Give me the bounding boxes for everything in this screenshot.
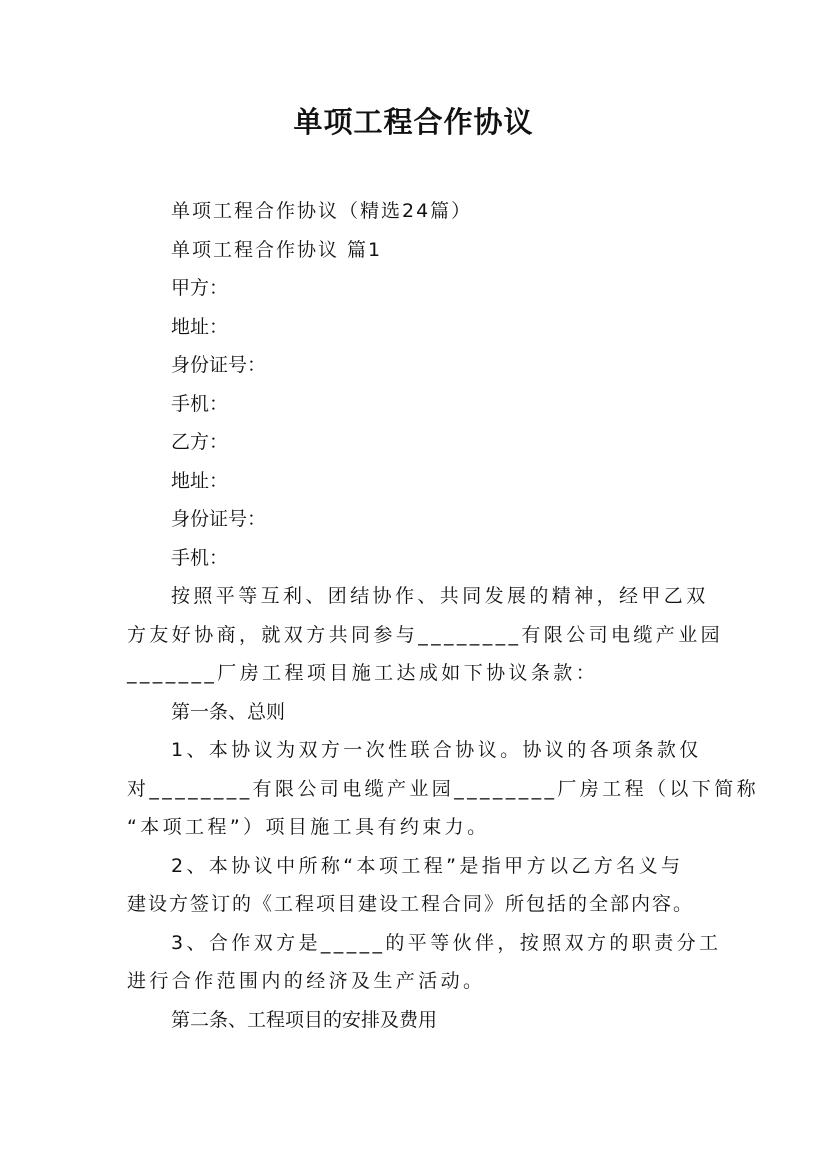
party-b-id-label: 身份证号：	[171, 508, 267, 530]
section-heading: 第二条、工程项目的安排及费用	[171, 1008, 438, 1031]
preamble-line: _______厂房工程项目施工达成如下协议条款：	[127, 662, 599, 684]
party-a-address-label: 地址：	[171, 315, 229, 338]
clause-line: 建设方签订的《工程项目建设工程合同》所包括的全部内容。	[127, 893, 695, 915]
party-b-address-label: 地址：	[171, 469, 229, 492]
document-title: 单项工程合作协议	[293, 105, 534, 139]
clause-line: 对________有限公司电缆产业园________厂房工程（以下简称	[127, 777, 760, 800]
clause-line: 1、本协议为双方一次性联合协议。协议的各项条款仅	[171, 739, 702, 761]
party-a-label: 甲方：	[171, 277, 229, 299]
section-heading: 第一条、总则	[171, 700, 286, 723]
clause-line: 进行合作范围内的经济及生产活动。	[127, 970, 486, 992]
clause-line: “本项工程”）项目施工具有约束力。	[127, 816, 490, 838]
document-body	[127, 192, 760, 1039]
party-b-phone-label: 手机：	[171, 546, 229, 569]
party-a-id-label: 身份证号：	[171, 354, 267, 376]
clause-line: 3、合作双方是_____的平等伙伴，按照双方的职责分工	[171, 931, 722, 954]
party-b-label: 乙方：	[171, 431, 229, 453]
article-heading: 单项工程合作协议 篇1	[171, 238, 383, 261]
collection-heading: 单项工程合作协议（精选24篇）	[171, 200, 473, 222]
preamble-line: 按照平等互利、团结协作、共同发展的精神，经甲乙双	[171, 585, 709, 607]
preamble-line: 方友好协商，就双方共同参与________有限公司电缆产业园	[127, 623, 724, 646]
clause-line: 2、本协议中所称“本项工程”是指甲方以乙方名义与	[171, 854, 684, 877]
party-a-phone-label: 手机：	[171, 392, 229, 415]
